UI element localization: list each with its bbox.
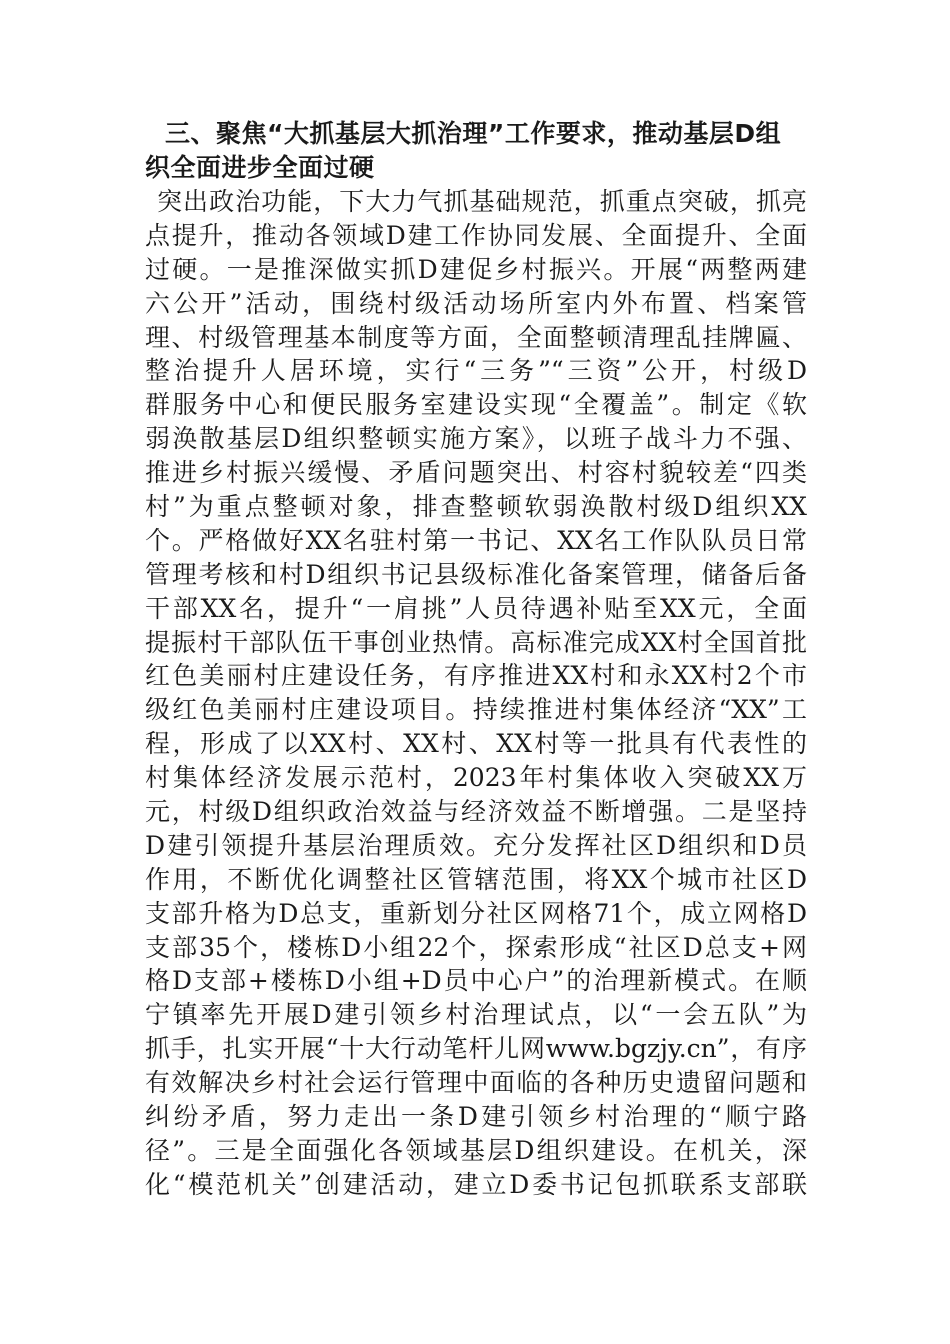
- heading-line: 三、聚焦“大抓基层大抓治理”工作要求，推动基层D组: [165, 119, 782, 148]
- section-heading: [145, 117, 807, 185]
- paragraph-line: 理、村级管理基本制度等方面，全面整顿清理乱挂牌匾、: [145, 322, 807, 352]
- paragraph-line: 干部XX名，提升“一肩挑”人员待遇补贴至XX元，全面: [145, 593, 807, 623]
- paragraph-line: 径”。三是全面强化各领域基层D组织建设。在机关，深: [145, 1135, 807, 1165]
- paragraph-line: 级红色美丽村庄建设项目。持续推进村集体经济“XX”工: [145, 695, 807, 725]
- paragraph-line: 纠纷矛盾，努力走出一条D建引领乡村治理的“顺宁路: [145, 1102, 807, 1132]
- paragraph-line: 村集体经济发展示范村，2023年村集体收入突破XX万: [145, 763, 807, 793]
- paragraph-line: 抓手，扎实开展“十大行动笔杆儿网www.bgzjy.cn”，有序: [145, 1034, 807, 1064]
- paragraph-line: 个。严格做好XX名驻村第一书记、XX名工作队队员日常: [145, 525, 807, 555]
- paragraph-line: 六公开”活动，围绕村级活动场所室内外布置、档案管: [145, 288, 807, 318]
- paragraph-line: 支部升格为D总支，重新划分社区网格71个，成立网格D: [145, 898, 807, 928]
- paragraph-line: 有效解决乡村社会运行管理中面临的各种历史遗留问题和: [145, 1068, 807, 1098]
- paragraph-line: 元，村级D组织政治效益与经济效益不断增强。二是坚持: [145, 797, 807, 827]
- heading-line: 织全面进步全面过硬: [145, 153, 375, 182]
- paragraph-line: 格D支部+楼栋D小组+D员中心户”的治理新模式。在顺: [145, 966, 807, 996]
- paragraph-line: 突出政治功能，下大力气抓基础规范，抓重点突破，抓亮: [157, 187, 807, 216]
- paragraph-line: 红色美丽村庄建设任务，有序推进XX村和永XX村2个市: [145, 661, 807, 691]
- paragraph-line: 提振村干部队伍干事创业热情。高标准完成XX村全国首批: [145, 627, 807, 657]
- paragraph-line: 宁镇率先开展D建引领乡村治理试点，以“一会五队”为: [145, 1000, 807, 1030]
- paragraph-line: 村”为重点整顿对象，排查整顿软弱涣散村级D组织XX: [145, 492, 807, 522]
- paragraph-line: 化“模范机关”创建活动，建立D委书记包抓联系支部联: [145, 1169, 807, 1199]
- paragraph-line: 作用，不断优化调整社区管辖范围，将XX个城市社区D: [145, 864, 807, 894]
- paragraph-line: 管理考核和村D组织书记县级标准化备案管理，储备后备: [145, 559, 807, 589]
- paragraph-line: 过硬。一是推深做实抓D建促乡村振兴。开展“两整两建: [145, 254, 807, 284]
- body-paragraph: [145, 185, 807, 1202]
- paragraph-line: 推进乡村振兴缓慢、矛盾问题突出、村容村貌较差“四类: [145, 458, 807, 488]
- paragraph-line: 程，形成了以XX村、XX村、XX村等一批具有代表性的: [145, 729, 807, 759]
- paragraph-line: 整治提升人居环境，实行“三务”“三资”公开，村级D: [145, 356, 807, 386]
- document-body: [145, 117, 807, 1202]
- paragraph-line: D建引领提升基层治理质效。充分发挥社区D组织和D员: [145, 830, 807, 860]
- paragraph-line: 群服务中心和便民服务室建设实现“全覆盖”。制定《软: [145, 390, 807, 420]
- paragraph-line: 支部35个，楼栋D小组22个，探索形成“社区D总支+网: [145, 932, 807, 962]
- paragraph-line: 弱涣散基层D组织整顿实施方案》，以班子战斗力不强、: [145, 424, 807, 454]
- paragraph-line: 点提升，推动各领域D建工作协同发展、全面提升、全面: [145, 220, 807, 250]
